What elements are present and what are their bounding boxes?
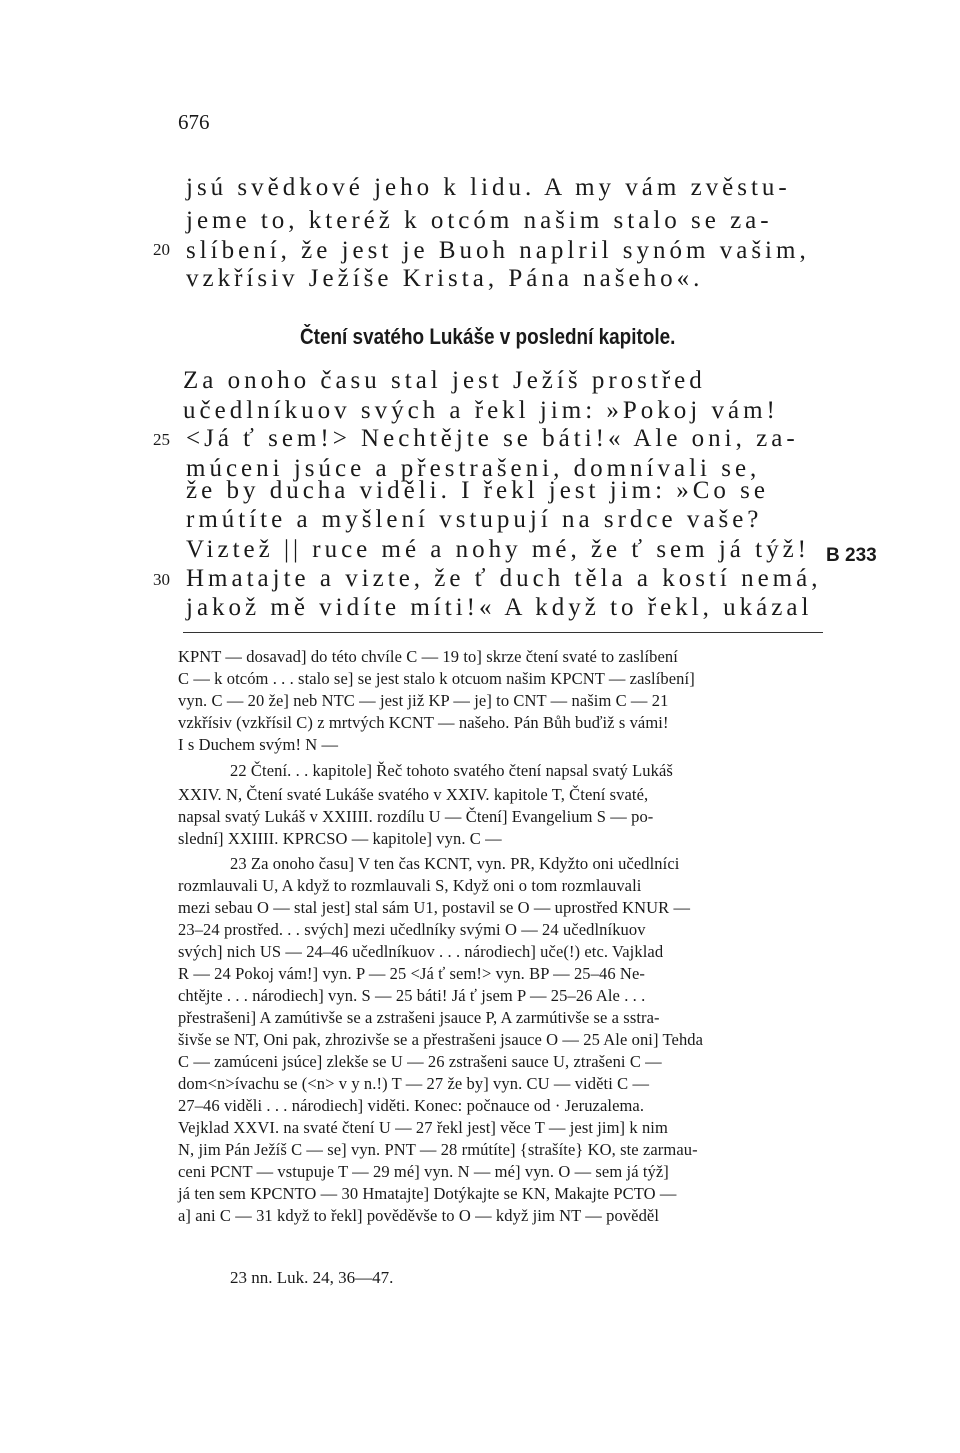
footnote-line: N, jim Pán Ježíš C — se] vyn. PNT — 28 rmútíte] {strašíte} KO, ste zarmau- — [178, 1140, 698, 1159]
main-text-line: že by ducha viděli. I řekl jest jim: »Co se — [186, 477, 770, 504]
footnote-line: 23–24 prostřed. . . svých] mezi učedlníky svými O — 24 učedlníkuov — [178, 920, 646, 939]
main-text-line: vzkřísiv Ježíše Krista, Pána našeho«. — [186, 265, 704, 292]
footnote-line: chtějte . . . národiech] vyn. S — 25 báti! Já ť jsem P — 25–26 Ale . . . — [178, 986, 646, 1005]
main-text-line: jsú svědkové jeho k lidu. A my vám zvěstu- — [186, 174, 791, 201]
page-number: 676 — [178, 110, 210, 134]
footnote-line: 27–46 viděli . . . národiech] viděti. Konec: počnauce od · Jeruzalema. — [178, 1096, 645, 1115]
footnote-line: C — zamúceni jsúce] zlekše se U — 26 zstrašeni sauce U, ztrašeni C — — [178, 1052, 662, 1071]
footnote-line: KPNT — dosavad] do této chvíle C — 19 to] skrze čtení svaté to zaslíbení — [178, 647, 678, 666]
footnote-line: slední] XXIIII. KPRCSO — kapitole] vyn. C — — [178, 829, 502, 848]
footnote-divider — [183, 632, 823, 633]
source-reference: 23 nn. Luk. 24, 36—47. — [230, 1268, 394, 1287]
footnote-line: přestrašeni] A zamútivše se a zstrašeni jsauce P, A zarmútivše se a sstra- — [178, 1008, 660, 1027]
footnote-line: I s Duchem svým! N — — [178, 735, 339, 754]
main-text-line: Hmatajte a vizte, že ť duch těla a kostí nemá, — [186, 565, 822, 592]
footnote-line: XXIV. N, Čtení svaté Lukáše svatého v XXIV. kapitole T, Čtení svaté, — [178, 785, 649, 804]
side-marker: B 233 — [826, 545, 877, 566]
footnote-line: šivše se NT, Oni pak, zhrozivše se a přestrašeni jsauce O — 25 Ale oni] Tehda — [178, 1030, 704, 1049]
main-text-line: učedlníkuov svých a řekl jim: »Pokoj vám! — [183, 397, 779, 424]
footnote-line: rozmlauvali U, A když to rozmlauvali S, Když oni o tom rozmlauvali — [178, 876, 642, 895]
footnote-line: mezi sebau O — stal jest] stal sám U1, postavil se O — uprostřed KNUR — — [178, 898, 691, 917]
footnote-line: já ten sem KPCNTO — 30 Hmatajte] Dotýkajte se KN, Makajte PCTO — — [178, 1184, 677, 1203]
footnote-line: vzkřísiv (vzkřísil C) z mrtvých KCNT — našeho. Pán Bůh buďiž s vámi! — [178, 713, 669, 732]
line-number: 30 — [153, 570, 170, 589]
main-text-line: jakož mě vidíte míti!« A když to řekl, ukázal — [186, 594, 813, 621]
footnote-line: a] ani C — 31 když to řekl] pověděvše to O — když jim NT — pověděl — [178, 1206, 660, 1225]
main-text-line: <Já ť sem!> Nechtějte se báti!« Ale oni, za- — [186, 425, 799, 452]
footnote-line: 23 Za onoho času] V ten čas KCNT, vyn. PR, Kdyžto oni učedlníci — [230, 854, 680, 873]
main-text-line: jeme to, kteréž k otcóm našim stalo se za- — [186, 207, 773, 234]
line-number: 20 — [153, 240, 170, 259]
footnote-line: svých] nich US — 24–46 učedlníkuov . . . národiech] uče(!) etc. Vajklad — [178, 942, 664, 961]
section-heading: Čtení svatého Lukáše v poslední kapitole. — [300, 324, 676, 349]
footnote-line: R — 24 Pokoj vám!] vyn. P — 25 <Já ť sem!> vyn. BP — 25–46 Ne- — [178, 964, 645, 983]
footnote-line: vyn. C — 20 že] neb NTC — jest již KP — je] to CNT — našim C — 21 — [178, 691, 669, 710]
footnote-line: napsal svatý Lukáš v XXIIII. rozdílu U — Čtení] Evangelium S — po- — [178, 807, 654, 826]
footnote-line: Vejklad XXVI. na svaté čtení U — 27 řekl jest] věce T — jest jim] k nim — [178, 1118, 668, 1137]
footnote-line: dom<n>ívachu se (<n> v y n.!) T — 27 že by] vyn. CU — viděti C — — [178, 1074, 650, 1093]
main-text-line: slíbení, že jest je Buoh naplril synóm vašim, — [186, 237, 810, 264]
line-number: 25 — [153, 430, 170, 449]
main-text-line: Viztež || ruce mé a nohy mé, že ť sem já týž! — [186, 536, 810, 563]
main-text-line: rmútíte a myšlení vstupují na srdce vaše? — [186, 506, 763, 533]
footnote-line: ceni PCNT — vstupuje T — 29 mé] vyn. N — mé] vyn. O — sem já týž] — [178, 1162, 669, 1181]
footnote-line: C — k otcóm . . . stalo se] se jest stalo k otcuom našim KPCNT — zaslíbení] — [178, 669, 695, 688]
footnote-line: 22 Čtení. . . kapitole] Řeč tohoto svatého čtení napsal svatý Lukáš — [230, 761, 673, 780]
main-text-line: múceni jsúce a přestrašeni, domnívali se, — [186, 455, 761, 482]
main-text-line: Za onoho času stal jest Ježíš prostřed — [183, 367, 706, 394]
